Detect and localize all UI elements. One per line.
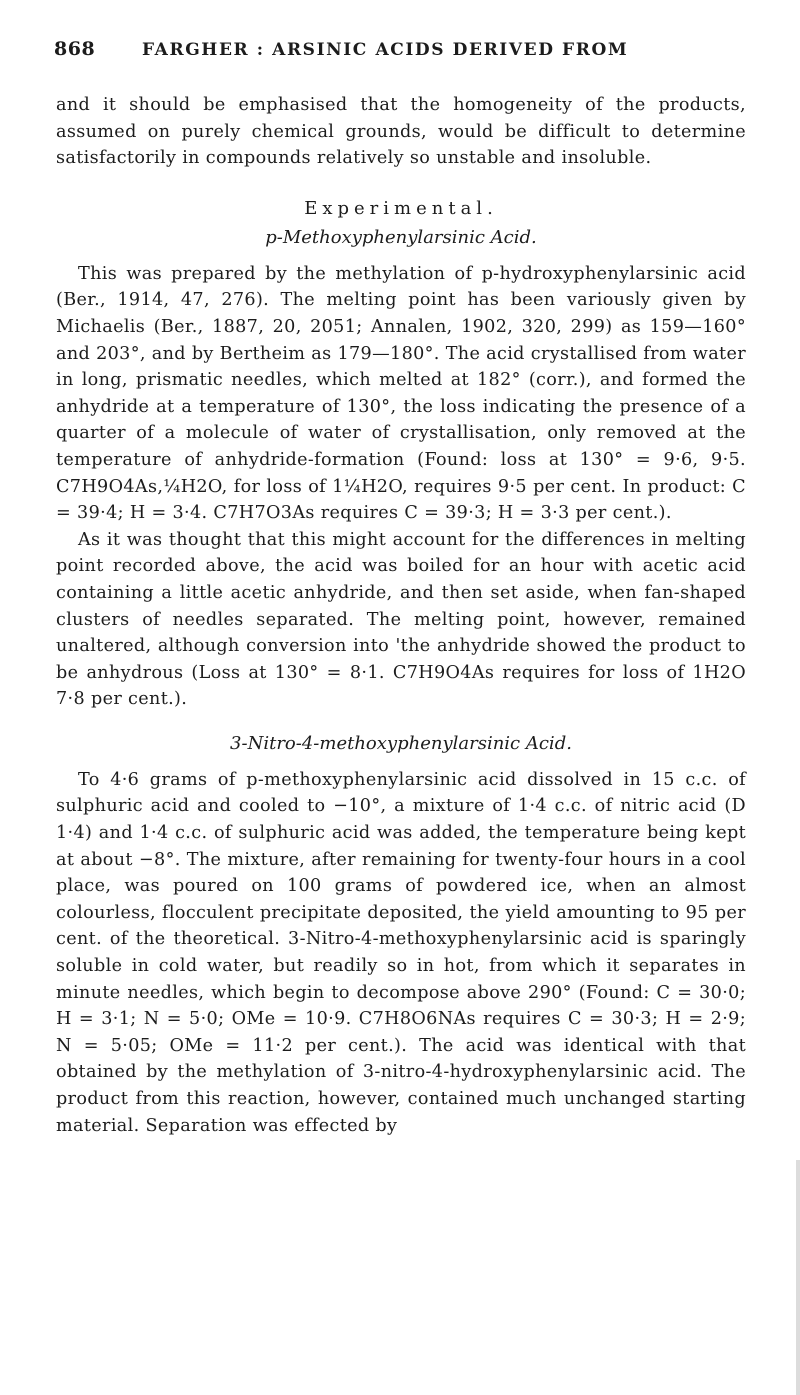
- section-heading: Experimental.: [304, 197, 498, 219]
- paragraph-preparation: This was prepared by the methylation of p-hydroxyphenylarsinic acid (Ber., 1914, 47, 276). The melting point has been variously given by Michaelis (Ber., 1887, 20, 2051; Annalen, 1902, 320, 299) as 159—160° and 203°, and by Bertheim as 179—180°. The acid crystallised from water in long, prismatic needles, which melted at 182° (corr.), and formed the anhydride at a temperature of 130°, the loss indicating the presence of a quarter of a molecule of water of crystallisation, only removed at the temperature of anhydride-formation (Found: loss at 130° = 9·6, 9·5. C7H9O4As,¼H2O, for loss of 1¼H2O, requires 9·5 per cent. In product: C = 39·4; H = 3·4. C7H7O3As requires C = 39·3; H = 3·3 per cent.).: [56, 263, 746, 524]
- page-header: [54, 38, 746, 60]
- paragraph-nitration: To 4·6 grams of p-methoxyphenylarsinic acid dissolved in 15 c.c. of sulphuric acid and cooled to −10°, a mixture of 1·4 c.c. of nitric acid (D 1·4) and 1·4 c.c. of sulphuric acid was added, the temperature being kept at about −8°. The mixture, after remaining for twenty-four hours in a cool place, was poured on 100 grams of powdered ice, when an almost colourless, flocculent precipitate deposited, the yield amounting to 95 per cent. of the theoretical. 3-Nitro-4-methoxyphenylarsinic acid is sparingly soluble in cold water, but readily so in hot, from which it separates in minute needles, which begin to decompose above 290° (Found: C = 30·0; H = 3·1; N = 5·0; OMe = 10·9. C7H8O6NAs requires C = 30·3; H = 2·9; N = 5·05; OMe = 11·2 per cent.). The acid was identical with that obtained by the methylation of 3-nitro-4-hydroxyphenylarsinic acid. The product from this reaction, however, contained much unchanged starting material. Separation was effected by: [56, 769, 746, 1136]
- running-head: FARGHER : ARSINIC ACIDS DERIVED FROM: [142, 40, 629, 60]
- paragraph-melting-point: As it was thought that this might account for the differences in melting point recorded above, the acid was boiled for an hour with acetic acid containing a little acetic anhydride, and then set aside, when fan-shaped clusters of needles separated. The melting point, however, remained unaltered, although conversion into 'the anhydride showed the product to be anhydrous (Loss at 130° = 8·1. C7H9O4As requires for loss of 1H2O 7·8 per cent.).: [56, 529, 746, 710]
- page-number: 868: [54, 38, 96, 60]
- compound-title-nitro-methoxyphenylarsinic: 3-Nitro-4-methoxyphenylarsinic Acid.: [230, 732, 572, 754]
- page-edge-shadow: [796, 1160, 800, 1395]
- intro-paragraph: and it should be emphasised that the homogeneity of the products, assumed on purely chemical grounds, would be difficult to determine satisfactorily in compounds relatively so unstable and insoluble.: [56, 95, 746, 169]
- compound-title-methoxyphenylarsinic: p-Methoxyphenylarsinic Acid.: [265, 226, 537, 248]
